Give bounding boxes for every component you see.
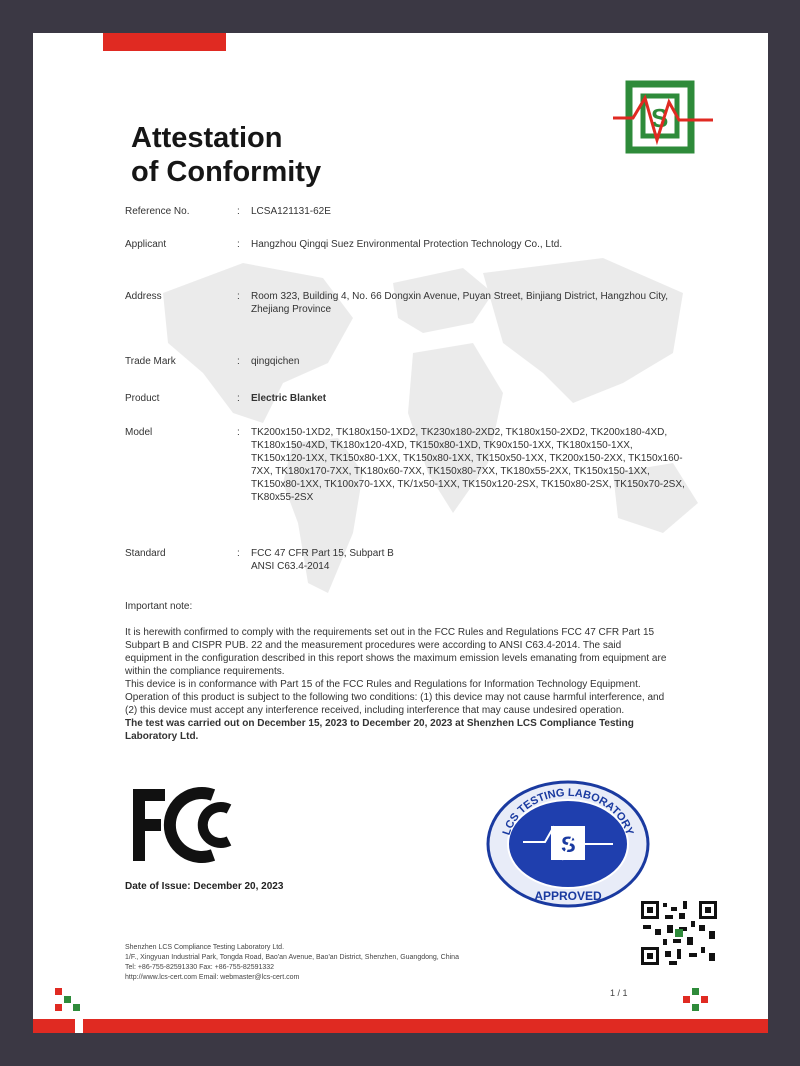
top-red-bar [103, 33, 226, 51]
applicant-colon: : [237, 239, 240, 250]
note-paragraph-1: It is herewith confirmed to comply with the requirements set out in the FCC Rules and Regulations FCC 47 CFR Part 15 Subpart B and CISPR PUB. 22 and the measurement procedures were according to ANSI C63.4-2014. The said equipment in the configuration described in this report shows the maximum emission levels emanating from equipment are within the compliance requirements. [125, 627, 667, 677]
page-number: 1 / 1 [610, 988, 628, 998]
decorative-squares-right [683, 988, 709, 1020]
decorative-squares-left [55, 988, 81, 1020]
important-note-heading: Important note: [125, 601, 193, 612]
standard-label: Standard [125, 548, 166, 559]
product-colon: : [237, 393, 240, 404]
certificate-page [33, 33, 768, 1033]
svg-text:LCS TESTING LABORATORY: LCS TESTING LABORATORY [500, 786, 636, 837]
reference-value: LCSA121131-62E [251, 206, 331, 217]
standard-colon: : [237, 548, 240, 559]
note-paragraph-2: This device is in conformance with Part 15 of the FCC Rules and Regulations for Information Technology Equipment. Operation of this product is subject to the following two conditions: (1) this device may not cause harmful interference, and (2) this device must accept any interference received, including interference that may cause undesired operation. [125, 679, 665, 716]
note-paragraph-3: The test was carried out on December 15, 2023 to December 20, 2023 at Shenzhen LCS Compliance Testing Laboratory Ltd. [125, 718, 634, 742]
footer-line-2: 1/F., Xingyuan Industrial Park, Tongda Road, Bao'an Avenue, Bao'an District, Shenzhen, Guangdong, China [125, 954, 459, 961]
date-of-issue [125, 881, 283, 892]
issue-date: December 20, 2023 [193, 881, 284, 892]
bottom-red-bar [33, 1019, 768, 1033]
important-note-body [125, 626, 670, 743]
standard-line-1: FCC 47 CFR Part 15, Subpart B [251, 548, 394, 559]
standard-value [251, 547, 685, 573]
footer-company-info [125, 943, 595, 983]
reference-label: Reference No. [125, 206, 190, 217]
footer-line-1: Shenzhen LCS Compliance Testing Laboratory Ltd. [125, 944, 285, 951]
svg-text:S: S [651, 103, 669, 133]
seal-stamp-icon [483, 778, 653, 908]
product-label: Product [125, 393, 160, 404]
document-title [131, 121, 321, 189]
model-value: TK200x150-1XD2, TK180x150-1XD2, TK230x180-2XD2, TK180x150-2XD2, TK200x180-4XD, TK180x150-4XD, TK180x120-4XD, TK150x80-1XD, TK90x150-1XX, TK180x150-1XX, TK150x120-1XX, TK150x80-1XX, TK150x80-1XX, TK150x50-1XX, TK200x150-2XX, TK150x160-7XX, TK180x170-7XX, TK180x60-7XX, TK150x80-7XX, TK180x55-2XX, TK150x150-1XX, TK150x80-1XX, TK100x70-1XX, TK/1x50-1XX, TK150x120-2SX, TK150x80-2SX, TK150x70-2SX, TK80x55-2SX [251, 427, 685, 503]
applicant-value: Hangzhou Qingqi Suez Environmental Protection Technology Co., Ltd. [251, 239, 563, 250]
trade-mark-label: Trade Mark [125, 356, 176, 367]
model-colon: : [237, 427, 240, 438]
title-line-2: of Conformity [131, 156, 322, 188]
reference-colon: : [237, 206, 240, 217]
svg-text:APPROVED: APPROVED [534, 889, 602, 903]
footer-line-4: http://www.lcs-cert.com Email: webmaster@lcs-cert.com [125, 974, 300, 981]
bottom-bar-gap [75, 1019, 83, 1033]
title-line-1: Attestation [131, 122, 283, 154]
footer-line-3: Tel: +86-755-82591330 Fax: +86-755-82591332 [125, 964, 275, 971]
issue-label: Date of Issue: [125, 881, 191, 892]
qr-code-icon [639, 899, 719, 967]
fcc-logo-icon [129, 785, 245, 865]
standard-line-2: ANSI C63.4-2014 [251, 561, 330, 572]
applicant-label: Applicant [125, 239, 167, 250]
trade-mark-value: qingqichen [251, 356, 300, 367]
svg-text:S: S [561, 832, 576, 857]
address-value: Room 323, Building 4, No. 66 Dongxin Avenue, Puyan Street, Binjiang District, Hangzhou City, Zhejiang Province [251, 291, 669, 315]
model-label: Model [125, 427, 153, 438]
product-value: Electric Blanket [251, 393, 327, 404]
address-colon: : [237, 291, 240, 302]
lcs-logo-icon [613, 80, 715, 158]
trade-mark-colon: : [237, 356, 240, 367]
address-label: Address [125, 291, 162, 302]
